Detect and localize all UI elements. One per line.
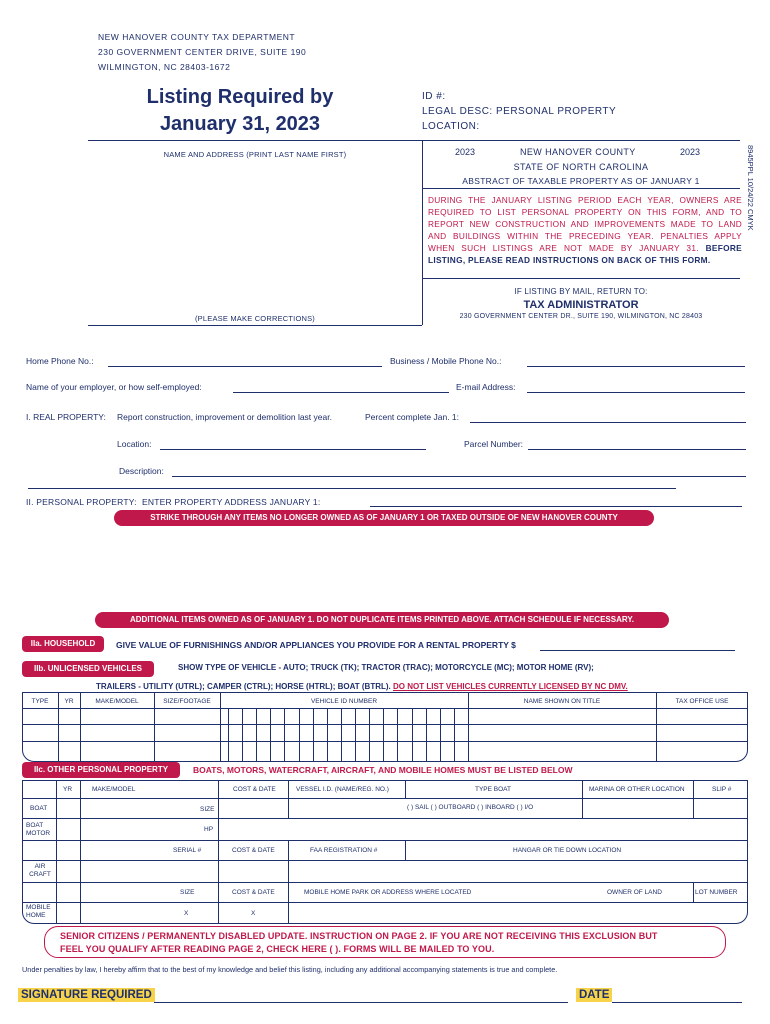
opp-serial-label: SERIAL # <box>173 847 202 854</box>
opp-cost-date-3: COST & DATE <box>232 889 275 896</box>
unlicensed-line-2 <box>96 682 628 691</box>
notice-text: DURING THE JANUARY LISTING PERIOD EACH YEAR, OWNERS ARE REQUIRED TO LIST PERSONAL PROPERTY ON THIS FORM, AND TO REPORT NEW CONSTRUCTION AND IMPROVEMENTS MADE TO LAND AND BUILDINGS WITHIN THE PRECEDING YEAR. PENALTIES APPLY WHEN SUCH LISTINGS ARE NOT MADE BY JANUARY 31. <box>428 195 742 253</box>
name-address-label: NAME AND ADDRESS (PRINT LAST NAME FIRST) <box>163 150 347 159</box>
department-address <box>98 30 306 75</box>
opp-x-1: X <box>184 910 189 917</box>
name-box-bottom-rule <box>88 325 422 326</box>
name-box-top-rule <box>88 140 422 141</box>
business-phone-label: Business / Mobile Phone No.: <box>390 356 502 366</box>
home-phone-field[interactable] <box>108 366 382 367</box>
parcel-label: Parcel Number: <box>464 439 524 449</box>
signature-required-label: SIGNATURE REQUIRED <box>18 988 155 1002</box>
listing-title-line-1: Listing Required by <box>146 86 334 108</box>
percent-complete-label: Percent complete Jan. 1: <box>365 412 460 422</box>
opp-slip: SLIP # <box>712 786 732 793</box>
state-name: STATE OF NORTH CAROLINA <box>513 162 649 172</box>
vin-box-line <box>426 708 427 762</box>
county-name: NEW HANOVER COUNTY <box>520 147 636 157</box>
employer-label: Name of your employer, or how self-employed: <box>26 382 202 392</box>
real-property-label: I. REAL PROPERTY: <box>26 412 106 422</box>
opp-hp-label: HP <box>204 826 214 833</box>
date-label: DATE <box>576 988 612 1002</box>
vin-box-line <box>299 708 300 762</box>
mail-return-label: IF LISTING BY MAIL, RETURN TO: <box>514 287 648 296</box>
vin-box-line <box>355 708 356 762</box>
opp-cost-date-2: COST & DATE <box>232 847 275 854</box>
opp-vline-7b <box>693 882 694 902</box>
opp-size-2: SIZE <box>180 889 195 896</box>
year-right: 2023 <box>680 147 701 157</box>
opp-boat-types: ( ) SAIL ( ) OUTBOARD ( ) INBOARD ( ) I/O <box>407 804 534 811</box>
vin-box-line <box>412 708 413 762</box>
opp-x-2: X <box>251 910 256 917</box>
vehicle-col-title-name: NAME SHOWN ON TITLE <box>523 698 601 705</box>
opp-boat-label: BOAT <box>30 805 48 812</box>
opp-owner-land: OWNER OF LAND <box>607 889 662 896</box>
dept-line-1: NEW HANOVER COUNTY TAX DEPARTMENT <box>98 32 296 42</box>
vehicle-col-yr: YR <box>64 698 74 705</box>
dept-line-2: 230 GOVERNMENT CENTER DRIVE, SUITE 190 <box>98 47 307 57</box>
vin-box-line <box>242 708 243 762</box>
opp-rule-2 <box>22 818 748 819</box>
opp-mobile-park: MOBILE HOME PARK OR ADDRESS WHERE LOCATED <box>304 889 472 896</box>
id-label: ID #: <box>422 91 446 102</box>
opp-vline-4a <box>288 780 289 818</box>
email-field[interactable] <box>527 392 745 393</box>
opp-faa-label: FAA REGISTRATION # <box>310 847 378 854</box>
vin-box-line <box>369 708 370 762</box>
senior-line-2: FEEL YOU QUALIFY AFTER READING PAGE 2, CHECK HERE ( ). FORMS WILL BE MAILED TO YOU. <box>60 944 495 954</box>
opp-vline-2 <box>80 780 81 924</box>
date-field[interactable] <box>612 1002 742 1003</box>
legal-desc: LEGAL DESC: PERSONAL PROPERTY <box>422 106 617 117</box>
opp-vline-7a <box>693 780 694 818</box>
vin-box-line <box>327 708 328 762</box>
employer-field[interactable] <box>233 392 449 393</box>
opp-make-model: MAKE/MODEL <box>92 786 136 793</box>
opp-hangar-label: HANGAR OR TIE DOWN LOCATION <box>513 847 622 854</box>
tax-admin-address: 230 GOVERNMENT CENTER DR., SUITE 190, WILMINGTON, NC 28403 <box>459 313 703 320</box>
senior-line-1: SENIOR CITIZENS / PERMANENTLY DISABLED UPDATE. INSTRUCTION ON PAGE 2. IF YOU ARE NOT RECEIVING THIS EXCLUSION BUT <box>60 931 658 941</box>
unlicensed-line-2-text: TRAILERS - UTILITY (UTRL); CAMPER (CTRL); HORSE (HTRL); BOAT (BTRL). <box>96 682 391 691</box>
opp-boat-motor-label: BOAT MOTOR <box>26 822 51 837</box>
abstract-top-rule <box>422 140 740 141</box>
description-label: Description: <box>119 466 164 476</box>
business-phone-field[interactable] <box>527 366 745 367</box>
listing-title <box>135 84 345 138</box>
vehicle-col-size: SIZE/FOOTAGE <box>163 698 211 705</box>
opp-rule-6 <box>22 902 748 903</box>
household-value-field[interactable] <box>540 650 735 651</box>
opp-vline-6 <box>582 780 583 818</box>
additional-items-banner: ADDITIONAL ITEMS OWNED AS OF JANUARY 1. DO NOT DUPLICATE ITEMS PRINTED ABOVE. ATTACH SCHEDULE IF NECESSARY. <box>95 612 669 628</box>
opp-yr: YR <box>63 786 73 793</box>
description-field[interactable] <box>172 476 746 477</box>
email-label: E-mail Address: <box>456 382 516 392</box>
opp-mobile-home-label: MOBILE HOME <box>26 904 51 919</box>
other-property-label: IIc. OTHER PERSONAL PROPERTY <box>22 762 180 778</box>
vin-box-line <box>313 708 314 762</box>
opp-vline-4b <box>288 840 289 924</box>
opp-vline-5b <box>405 840 406 860</box>
household-label: IIa. HOUSEHOLD <box>22 636 104 652</box>
vehicle-col-type: TYPE <box>31 698 49 705</box>
dept-line-3: WILMINGTON, NC 28403-1672 <box>98 62 231 72</box>
location-field[interactable] <box>160 449 426 450</box>
opp-vessel-id: VESSEL I.D. (NAME/REG. NO.) <box>296 786 389 793</box>
side-code: 8945PPL 10/24/22 CMYK <box>746 145 755 231</box>
id-block <box>422 89 616 134</box>
opp-cost-date: COST & DATE <box>233 786 276 793</box>
parcel-field[interactable] <box>528 449 746 450</box>
vehicle-col-tax-office: TAX OFFICE USE <box>675 698 729 705</box>
abstract-rule-3 <box>422 278 740 279</box>
tax-administrator: TAX ADMINISTRATOR <box>523 299 639 311</box>
penalty-statement: Under penalties by law, I hereby affirm that to the best of my knowledge and belief this listing, including any additional accompanying statements is true and complete. <box>22 965 558 974</box>
opp-rule-4 <box>22 860 748 861</box>
opp-vline-3 <box>218 780 219 924</box>
vehicle-col-make: MAKE/MODEL <box>95 698 139 705</box>
listing-notice <box>428 194 742 266</box>
property-address-field[interactable] <box>370 506 742 507</box>
opp-rule-5 <box>22 882 748 883</box>
household-text: GIVE VALUE OF FURNISHINGS AND/OR APPLIANCES YOU PROVIDE FOR A RENTAL PROPERTY $ <box>116 640 516 650</box>
listing-title-line-2: January 31, 2023 <box>159 113 321 135</box>
notice-bold: BEFORE LISTING, PLEASE READ INSTRUCTIONS ON BACK OF THIS FORM. <box>428 243 742 265</box>
abstract-title: ABSTRACT OF TAXABLE PROPERTY AS OF JANUARY 1 <box>462 176 700 186</box>
opp-vline-1 <box>56 780 57 924</box>
vehicle-row-rule-1 <box>22 724 748 725</box>
vin-box-line <box>270 708 271 762</box>
vin-box-line <box>440 708 441 762</box>
unlicensed-vehicles-label: IIb. UNLICENSED VEHICLES <box>22 661 154 677</box>
year-left: 2023 <box>455 147 476 157</box>
strike-through-banner: STRIKE THROUGH ANY ITEMS NO LONGER OWNED AS OF JANUARY 1 OR TAXED OUTSIDE OF NEW HANOVER COUNTY <box>114 510 654 526</box>
opp-size-label: SIZE <box>200 806 215 813</box>
vehicle-row-rule-2 <box>22 741 748 742</box>
opp-rule-3 <box>22 840 748 841</box>
unlicensed-line-1: SHOW TYPE OF VEHICLE - AUTO; TRUCK (TK); TRACTOR (TRAC); MOTORCYCLE (MC); MOTOR HOME (RV); <box>178 663 594 672</box>
description-field-2[interactable] <box>28 488 676 489</box>
vin-box-line <box>454 708 455 762</box>
opp-type-boat: TYPE BOAT <box>475 786 511 793</box>
location-label: LOCATION: <box>422 121 480 132</box>
vin-box-line <box>228 708 229 762</box>
opp-vline-5a <box>405 780 406 798</box>
percent-complete-field[interactable] <box>470 422 746 423</box>
corrections-label: (PLEASE MAKE CORRECTIONS) <box>194 314 316 323</box>
vin-box-line <box>284 708 285 762</box>
real-property-report: Report construction, improvement or demolition last year. <box>117 412 332 422</box>
abstract-rule-2 <box>422 188 740 189</box>
home-phone-label: Home Phone No.: <box>26 356 94 366</box>
vehicle-header-rule <box>22 708 748 709</box>
enter-address-label: ENTER PROPERTY ADDRESS JANUARY 1: <box>142 497 321 507</box>
vin-box-line <box>383 708 384 762</box>
opp-rule-1 <box>22 798 748 799</box>
vin-box-line <box>256 708 257 762</box>
opp-lot-number: LOT NUMBER <box>695 889 738 896</box>
signature-field[interactable] <box>154 1002 568 1003</box>
opp-marina: MARINA OR OTHER LOCATION <box>589 786 685 793</box>
opp-aircraft-label: AIR CRAFT <box>29 863 51 878</box>
personal-property-label: II. PERSONAL PROPERTY: <box>26 497 137 507</box>
location-label-rp: Location: <box>117 439 152 449</box>
vehicle-col-vin: VEHICLE ID NUMBER <box>310 698 378 705</box>
vin-box-line <box>397 708 398 762</box>
unlicensed-dmv-warning: DO NOT LIST VEHICLES CURRENTLY LICENSED BY NC DMV. <box>393 682 628 691</box>
vin-box-line <box>341 708 342 762</box>
other-property-text: BOATS, MOTORS, WATERCRAFT, AIRCRAFT, AND MOBILE HOMES MUST BE LISTED BELOW <box>193 765 573 775</box>
senior-text <box>60 930 658 956</box>
